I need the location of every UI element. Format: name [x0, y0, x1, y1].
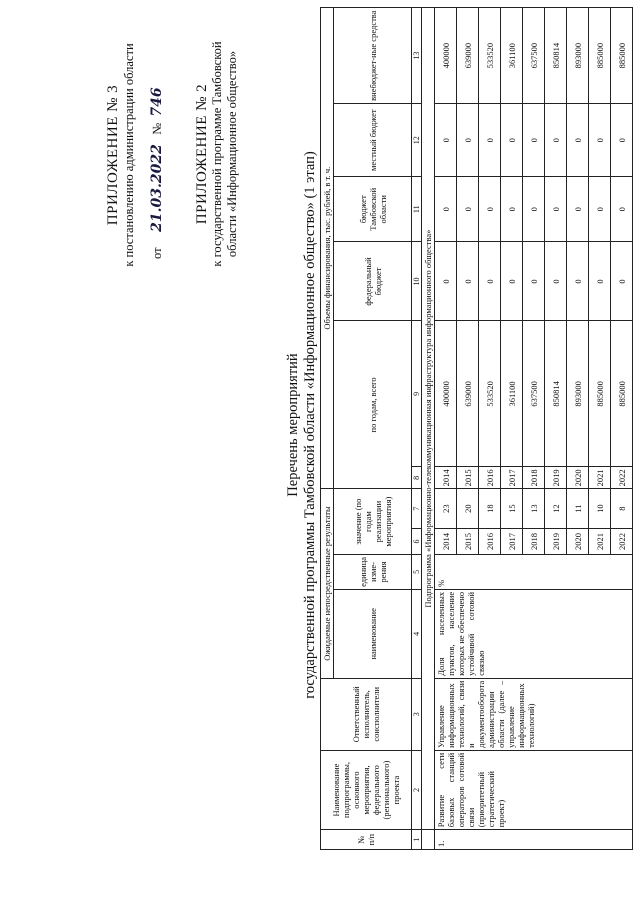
- header-fund-total: по годам, всего: [334, 321, 412, 489]
- cell-extra: 361100: [501, 8, 523, 104]
- cell-extra: 637500: [523, 8, 545, 104]
- document-title: [285, 25, 319, 825]
- table-row: [435, 8, 457, 850]
- cell-value: 12: [545, 489, 567, 529]
- col-num-7: 7: [412, 489, 422, 529]
- cell-funding-year: 2015: [457, 467, 479, 489]
- cell-funding-year: 2022: [611, 467, 633, 489]
- cell-federal: 0: [589, 242, 611, 321]
- col-num-13: 13: [412, 8, 422, 104]
- title-line-1: Перечень мероприятий: [285, 353, 301, 497]
- annex-3-title: ПРИЛОЖЕНИЕ № 3: [105, 84, 121, 226]
- cell-funding-year: 2019: [545, 467, 567, 489]
- cell-value: 20: [457, 489, 479, 529]
- col-num-5: 5: [412, 554, 422, 589]
- header-fund-federal: федеральный бюджет: [334, 242, 412, 321]
- cell-local: 0: [589, 104, 611, 177]
- cell-total: 400000: [435, 321, 457, 467]
- col-num-1: 1: [412, 830, 422, 850]
- cell-federal: 0: [523, 242, 545, 321]
- cell-year: 2019: [545, 529, 567, 555]
- cell-value: 8: [611, 489, 633, 529]
- cell-total: 637500: [523, 321, 545, 467]
- cell-extra: 639000: [457, 8, 479, 104]
- cell-funding-year: 2018: [523, 467, 545, 489]
- cell-regional: 0: [523, 177, 545, 242]
- item-num: 1.: [435, 830, 633, 850]
- header-fund-extra: внебюджет-ные средства: [334, 8, 412, 104]
- cell-local: 0: [435, 104, 457, 177]
- handwritten-number: 746: [149, 87, 165, 117]
- header-funding: Объемы финансирования, тыс. рублей, в т. ч.: [321, 8, 334, 489]
- header-fund-regional: бюджет Тамбовской области: [334, 177, 412, 242]
- cell-local: 0: [457, 104, 479, 177]
- cell-value: 15: [501, 489, 523, 529]
- cell-federal: 0: [567, 242, 589, 321]
- cell-regional: 0: [479, 177, 501, 242]
- header-res-unit: единица изме-рения: [334, 554, 412, 589]
- cell-total: 893000: [567, 321, 589, 467]
- column-number-row: [412, 8, 422, 850]
- cell-local: 0: [501, 104, 523, 177]
- col-num-2: 2: [412, 750, 422, 829]
- cell-regional: 0: [611, 177, 633, 242]
- cell-year: 2015: [457, 529, 479, 555]
- cell-value: 13: [523, 489, 545, 529]
- cell-year: 2017: [501, 529, 523, 555]
- col-num-4: 4: [412, 589, 422, 678]
- cell-regional: 0: [501, 177, 523, 242]
- cell-value: 11: [567, 489, 589, 529]
- col-num-10: 10: [412, 242, 422, 321]
- cell-value: 18: [479, 489, 501, 529]
- header-row-1: [321, 8, 334, 850]
- subprogram-blank: [422, 830, 435, 850]
- cell-total: 533520: [479, 321, 501, 467]
- number-label: №: [150, 122, 164, 135]
- item-name: Развитие сети базовых станций операторов сотовой связи (приоритетный стратегический проект): [435, 750, 633, 829]
- cell-local: 0: [611, 104, 633, 177]
- cell-federal: 0: [435, 242, 457, 321]
- annex-3-signature-line: [149, 25, 165, 285]
- cell-federal: 0: [501, 242, 523, 321]
- cell-value: 10: [589, 489, 611, 529]
- subprogram-title: Подпрограмма «Информационно-телекоммуникационная инфраструктура информационного общества»: [422, 8, 435, 830]
- annex-3-block: [105, 25, 165, 285]
- cell-federal: 0: [611, 242, 633, 321]
- from-label: от: [150, 247, 164, 259]
- cell-extra: 850814: [545, 8, 567, 104]
- cell-year: 2020: [567, 529, 589, 555]
- cell-federal: 0: [479, 242, 501, 321]
- cell-funding-year: 2021: [589, 467, 611, 489]
- col-num-3: 3: [412, 678, 422, 750]
- cell-total: 850814: [545, 321, 567, 467]
- cell-local: 0: [479, 104, 501, 177]
- cell-total: 361100: [501, 321, 523, 467]
- annex-3-line: к постановлению администрации области: [122, 43, 136, 267]
- cell-extra: 885000: [589, 8, 611, 104]
- cell-year: 2022: [611, 529, 633, 555]
- annex-2-title: ПРИЛОЖЕНИЕ № 2: [194, 83, 210, 225]
- cell-year: 2016: [479, 529, 501, 555]
- cell-year: 2014: [435, 529, 457, 555]
- title-line-2: государственной программы Тамбовской области «Информационное общество» (1 этап): [302, 151, 318, 699]
- annex-2-block: [195, 17, 240, 291]
- cell-federal: 0: [545, 242, 567, 321]
- cell-regional: 0: [589, 177, 611, 242]
- annex-2-line-2: области «Информационное общество»: [225, 50, 239, 258]
- annex-2-line-1: к государственной программе Тамбовской: [210, 41, 224, 267]
- cell-regional: 0: [435, 177, 457, 242]
- item-unit: %: [435, 554, 633, 589]
- cell-funding-year: 2020: [567, 467, 589, 489]
- header-fund-local: местный бюджет: [334, 104, 412, 177]
- cell-funding-year: 2016: [479, 467, 501, 489]
- cell-funding-year: 2017: [501, 467, 523, 489]
- handwritten-date: 21.03.2022: [149, 144, 165, 232]
- cell-year: 2018: [523, 529, 545, 555]
- col-num-11: 11: [412, 177, 422, 242]
- cell-local: 0: [523, 104, 545, 177]
- col-num-8: 8: [412, 467, 422, 489]
- cell-local: 0: [567, 104, 589, 177]
- cell-extra: 400000: [435, 8, 457, 104]
- cell-extra: 885000: [611, 8, 633, 104]
- col-num-12: 12: [412, 104, 422, 177]
- header-res-value: значение (по годам реализации мероприятия): [334, 489, 412, 555]
- cell-funding-year: 2014: [435, 467, 457, 489]
- header-res-name: наименование: [334, 589, 412, 678]
- cell-regional: 0: [545, 177, 567, 242]
- col-num-6: 6: [412, 529, 422, 555]
- subprogram-row: [422, 8, 435, 850]
- item-indicator: Доля населенных пунктов, население которых не обеспечено устойчивой сотовой связью: [435, 589, 633, 678]
- cell-value: 23: [435, 489, 457, 529]
- cell-federal: 0: [457, 242, 479, 321]
- cell-regional: 0: [567, 177, 589, 242]
- cell-total: 885000: [589, 321, 611, 467]
- cell-total: 639000: [457, 321, 479, 467]
- cell-total: 885000: [611, 321, 633, 467]
- cell-extra: 533520: [479, 8, 501, 104]
- cell-local: 0: [545, 104, 567, 177]
- header-name: Наименование подпрограммы, основного мероприятия, федерального (регионального) проекта: [321, 750, 412, 829]
- measures-table: [320, 7, 633, 850]
- cell-year: 2021: [589, 529, 611, 555]
- cell-extra: 893000: [567, 8, 589, 104]
- item-executor: Управление информационных технологий, связи и документооборота администрации области (далее – управление информационных технологий): [435, 678, 633, 750]
- header-num: № п/п: [321, 830, 412, 850]
- cell-regional: 0: [457, 177, 479, 242]
- header-executor: Ответственный исполнитель, соисполнители: [321, 678, 412, 750]
- col-num-9: 9: [412, 321, 422, 467]
- header-expected: Ожидаемые непосредственные результаты: [321, 489, 334, 678]
